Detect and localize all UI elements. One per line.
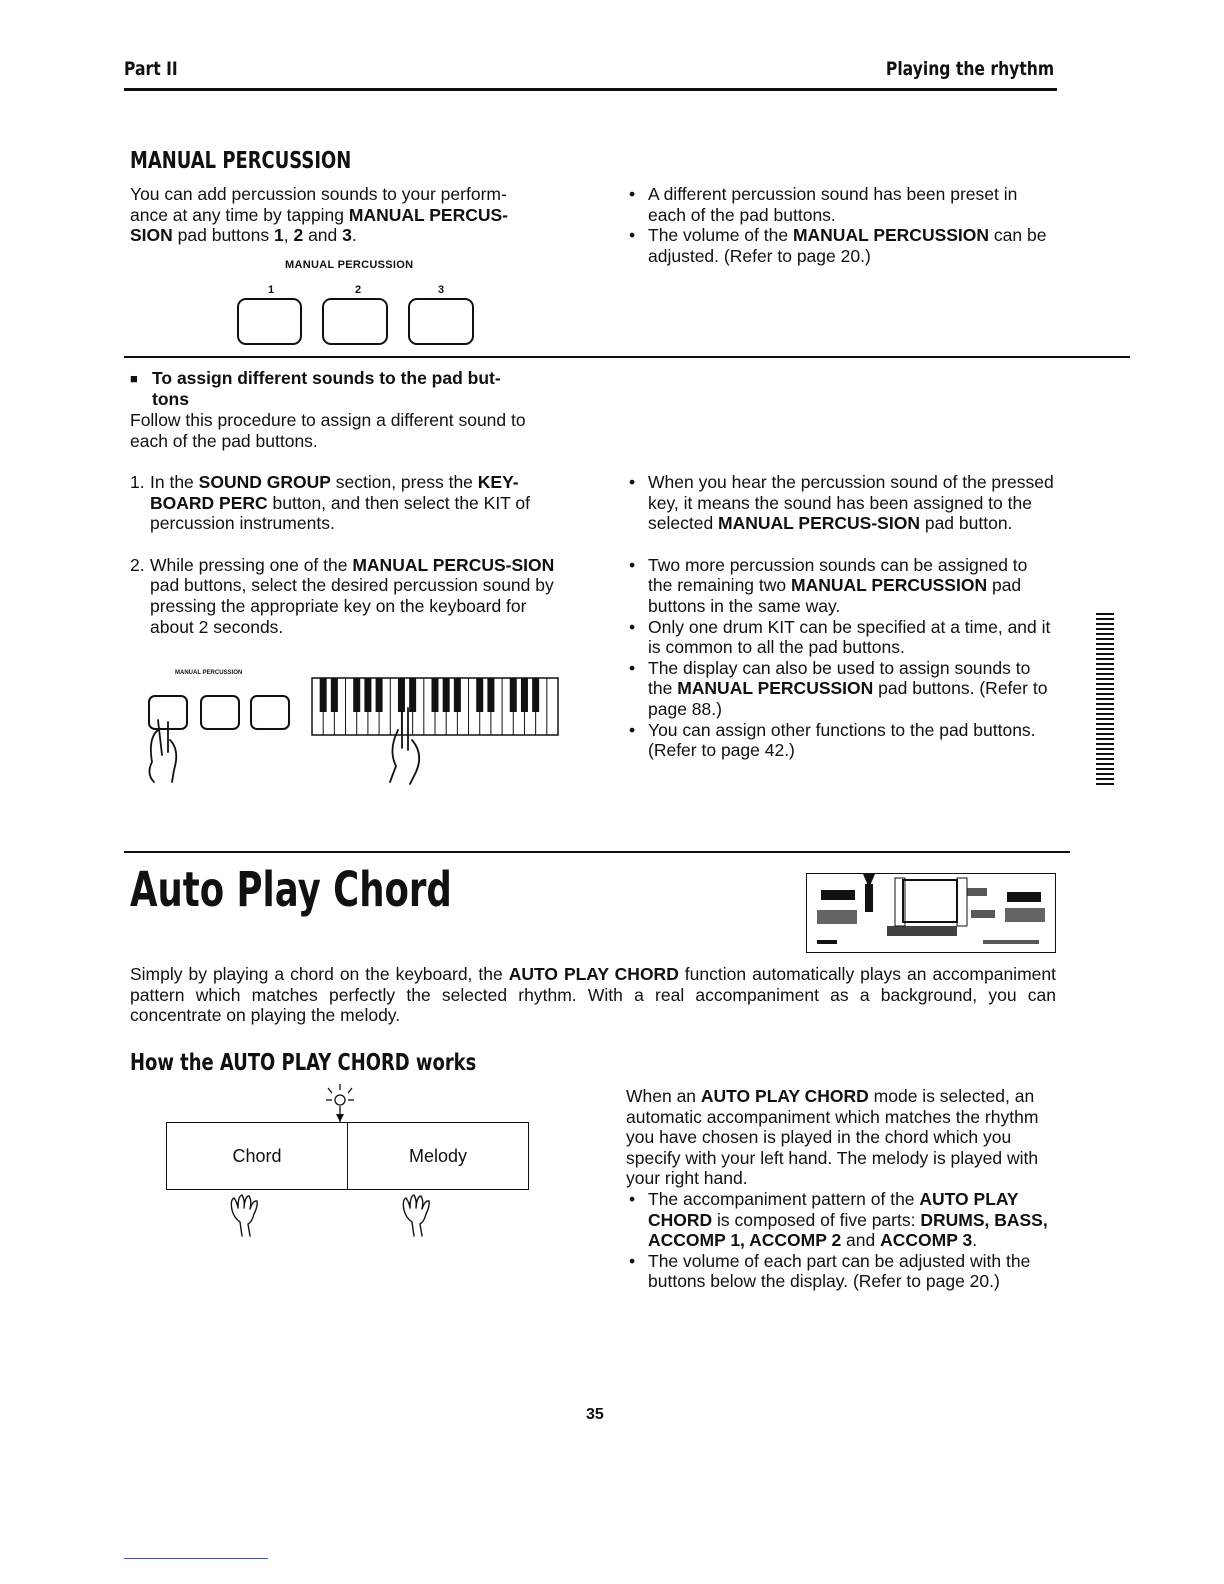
list-item: • The accompaniment pattern of the AUTO PLAY CHORD is composed of five parts: DRUMS, BASS, ACCOMP 1, ACCOMP 2 and ACCOMP 3. <box>626 1189 1058 1251</box>
auto-play-description: When an AUTO PLAY CHORD mode is selected, an automatic accompaniment which matches the rhythm you have chosen is played in the chord which you specify with your left hand. The melody is played with your right hand. • The accompaniment pattern of the AUTO PLAY CHORD is composed of five parts: DRUMS, BASS, ACCOMP 1, ACCOMP 2 and ACCOMP 3. • The volume of each part can be adjusted with the buttons below the display. (Refer to page 20.) <box>626 1086 1058 1292</box>
list-item: • The volume of each part can be adjusted with the buttons below the display. (Refer to page 20.) <box>626 1251 1058 1292</box>
pad-keyboard-figure <box>140 670 570 790</box>
running-header-left: Part II <box>124 58 178 80</box>
pad-number-2: 2 <box>355 284 362 296</box>
figure-label-manual-percussion: MANUAL PERCUSSION <box>285 259 414 271</box>
black-key <box>320 678 327 712</box>
subsection-title-how-it-works: How the AUTO PLAY CHORD works <box>130 1050 477 1076</box>
black-key <box>521 678 528 712</box>
black-key <box>331 678 338 712</box>
step-2: 2. While pressing one of the MANUAL PERCUS-SION pad buttons, select the desired percussion sound by pressing the appropriate key on the keyboard for about 2 seconds. <box>130 554 555 637</box>
black-key <box>364 678 371 712</box>
manual-percussion-notes <box>626 184 1056 266</box>
page-number: 35 <box>586 1406 604 1423</box>
section-title-manual-percussion: MANUAL PERCUSSION <box>130 148 352 174</box>
list-item: • You can assign other functions to the pad buttons. (Refer to page 42.) <box>626 720 1056 761</box>
section-divider <box>124 851 1070 853</box>
control-panel-thumbnail <box>806 873 1056 953</box>
step-1: 1. In the SOUND GROUP section, press the KEY-BOARD PERC button, and then select the KIT of percussion instruments. <box>130 472 531 534</box>
black-key <box>398 678 405 712</box>
running-header-right: Playing the rhythm <box>885 58 1054 80</box>
figure-label-small: MANUAL PERCUSSION <box>175 670 243 676</box>
pointing-hand-icon <box>390 708 419 784</box>
left-hand-icon <box>226 1192 266 1238</box>
scan-edge-marks <box>1094 610 1118 790</box>
assign-intro: Follow this procedure to assign a different sound to each of the pad buttons. <box>130 410 526 451</box>
assign-notes <box>626 472 1056 761</box>
keyboard-illustration <box>140 670 570 790</box>
list-item: • When you hear the percussion sound of the pressed key, it means the sound has been assigned to the selected MANUAL PERCUS-SION pad button. <box>626 472 1056 534</box>
assign-steps <box>130 472 566 637</box>
black-key <box>443 678 450 712</box>
chord-zone: Chord <box>167 1123 348 1190</box>
list-item: • The volume of the MANUAL PERCUSSION can be adjusted. (Refer to page 20.) <box>626 225 1056 266</box>
black-key <box>454 678 461 712</box>
pad-button-1 <box>237 298 302 345</box>
assign-heading: ■ To assign different sounds to the pad but- tons <box>130 368 501 409</box>
list-item: • Only one drum KIT can be specified at a time, and it is common to all the pad buttons. <box>626 617 1056 658</box>
light-icon <box>320 1080 360 1124</box>
list-item: • A different percussion sound has been preset in each of the pad buttons. <box>626 184 1056 225</box>
pointing-hand-icon <box>149 720 176 782</box>
pad-number-3: 3 <box>438 284 445 296</box>
pad-button-3 <box>408 298 474 345</box>
black-key <box>409 678 416 712</box>
footer-link-line <box>124 1558 268 1559</box>
black-key <box>432 678 439 712</box>
black-key <box>353 678 360 712</box>
black-key <box>532 678 539 712</box>
auto-play-intro: Simply by playing a chord on the keyboard, the AUTO PLAY CHORD function automatically plays an accompaniment pattern which matches perfectly the selected rhythm. With a real accompaniment as a background, you can concentrate on playing the melody. <box>130 964 1056 1026</box>
section-divider <box>124 356 1130 358</box>
melody-zone: Melody <box>348 1123 529 1190</box>
list-item: • Two more percussion sounds can be assigned to the remaining two MANUAL PERCUSSION pad buttons in the same way. <box>626 555 1056 617</box>
header-rule <box>124 88 1057 91</box>
right-hand-icon <box>398 1192 438 1238</box>
pad-number-1: 1 <box>268 284 275 296</box>
section-title-auto-play-chord: Auto Play Chord <box>130 862 452 918</box>
manual-percussion-intro: You can add percussion sounds to your perform- ance at any time by tapping MANUAL PERCUS- SION pad buttons 1, 2 and 3. <box>130 184 509 246</box>
pad-button-2 <box>322 298 388 345</box>
black-key <box>476 678 483 712</box>
list-item: • The display can also be used to assign sounds to the MANUAL PERCUSSION pad buttons. (Refer to page 88.) <box>626 658 1056 720</box>
panel-diagram <box>807 874 1055 952</box>
black-key <box>487 678 494 712</box>
black-key <box>510 678 517 712</box>
chord-melody-diagram <box>166 1122 529 1190</box>
black-key <box>376 678 383 712</box>
